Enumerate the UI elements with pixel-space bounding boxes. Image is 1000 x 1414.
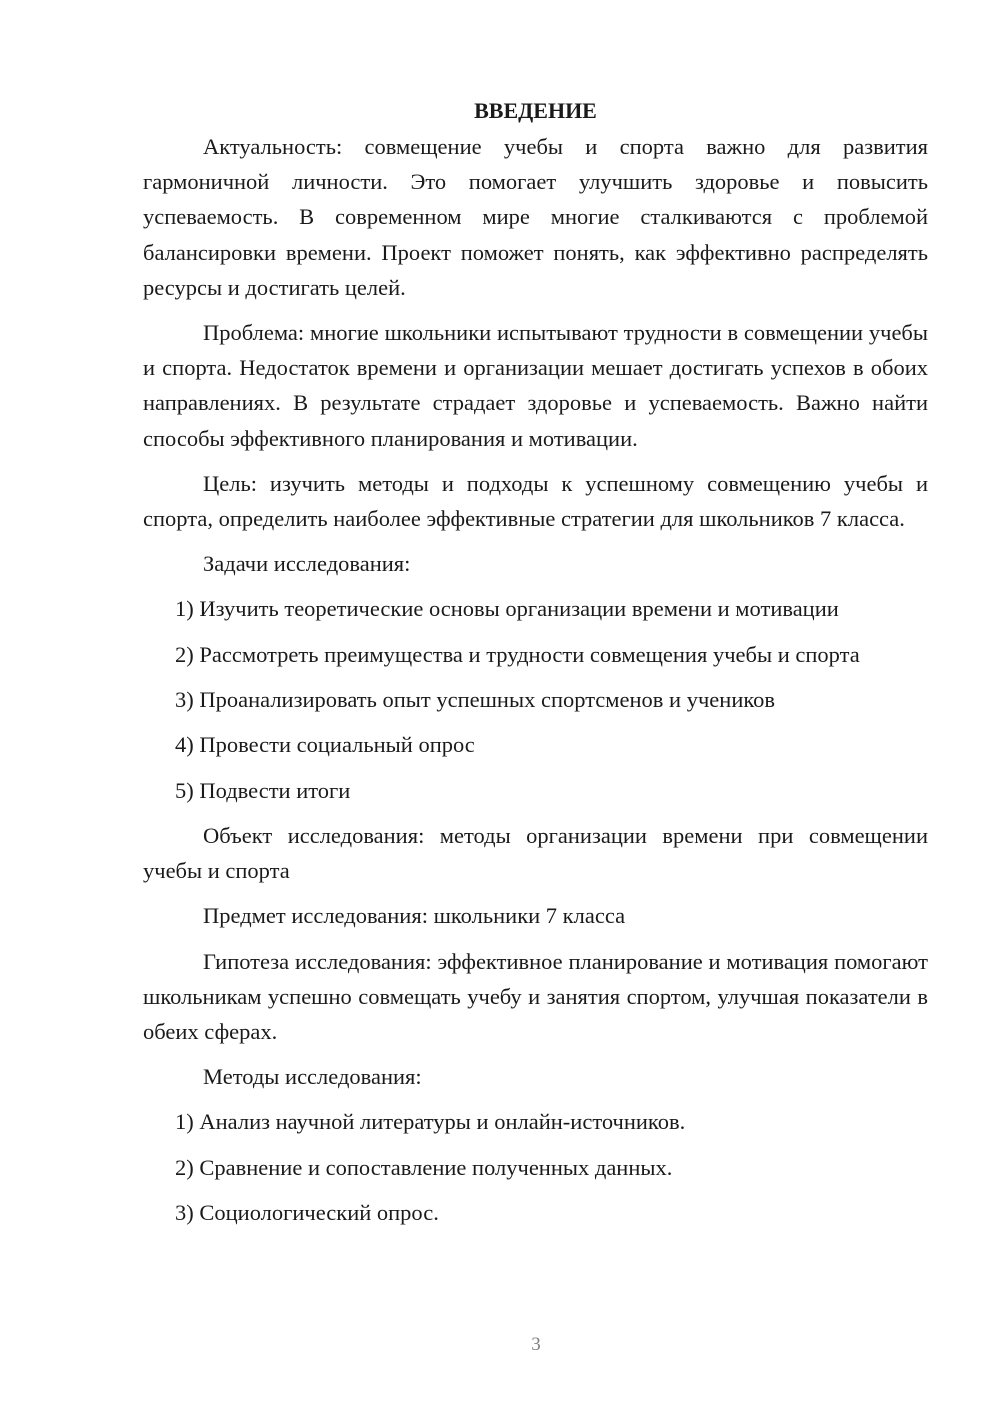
problem-paragraph: Проблема: многие школьники испытывают трудности в совмещении учебы и спорта. Недостаток времени и организации мешает достигать успехов в обоих направлениях. В результате страдает здоровье и успеваемость. Важно найти способы эффективного планирования и мотивации. [143, 320, 928, 451]
list-item: 2) Рассмотреть преимущества и трудности совмещения учебы и спорта [175, 641, 860, 667]
list-item: 1) Анализ научной литературы и онлайн-источников. [175, 1109, 686, 1135]
hypothesis-paragraph: Гипотеза исследования: эффективное планирование и мотивация помогают школьникам успешно совмещать учебу и занятия спортом, улучшая показатели в обеих сферах. [143, 948, 928, 1044]
goal-paragraph: Цель: изучить методы и подходы к успешному совмещению учебы и спорта, определить наиболее эффективные стратегии для школьников 7 класса. [143, 470, 928, 532]
list-item: 5) Подвести итоги [175, 777, 351, 803]
relevance-paragraph: Актуальность: совмещение учебы и спорта важно для развития гармоничной личности. Это помогает улучшить здоровье и повысить успеваемость. В современном мире многие сталкиваются с проблемой балансировки времени. Проект поможет понять, как эффективно распределять ресурсы и достигать целей. [143, 134, 928, 300]
document-page [143, 93, 928, 1240]
page-number: 3 [531, 1334, 541, 1355]
list-item: 2) Сравнение и сопоставление полученных данных. [175, 1154, 673, 1180]
methods-list [143, 1104, 928, 1230]
list-item: 1) Изучить теоретические основы организации времени и мотивации [175, 596, 839, 622]
object-paragraph: Объект исследования: методы организации времени при совмещении учебы и спорта [143, 822, 928, 884]
section-title: ВВЕДЕНИЕ [474, 98, 597, 123]
list-item: 3) Проанализировать опыт успешных спортсменов и учеников [175, 687, 776, 713]
subject-paragraph: Предмет исследования: школьники 7 класса [203, 903, 626, 929]
tasks-list [143, 591, 928, 807]
list-item: 3) Социологический опрос. [175, 1199, 439, 1225]
tasks-heading: Задачи исследования: [203, 551, 411, 577]
list-item: 4) Провести социальный опрос [175, 732, 475, 758]
methods-heading: Методы исследования: [203, 1064, 422, 1090]
